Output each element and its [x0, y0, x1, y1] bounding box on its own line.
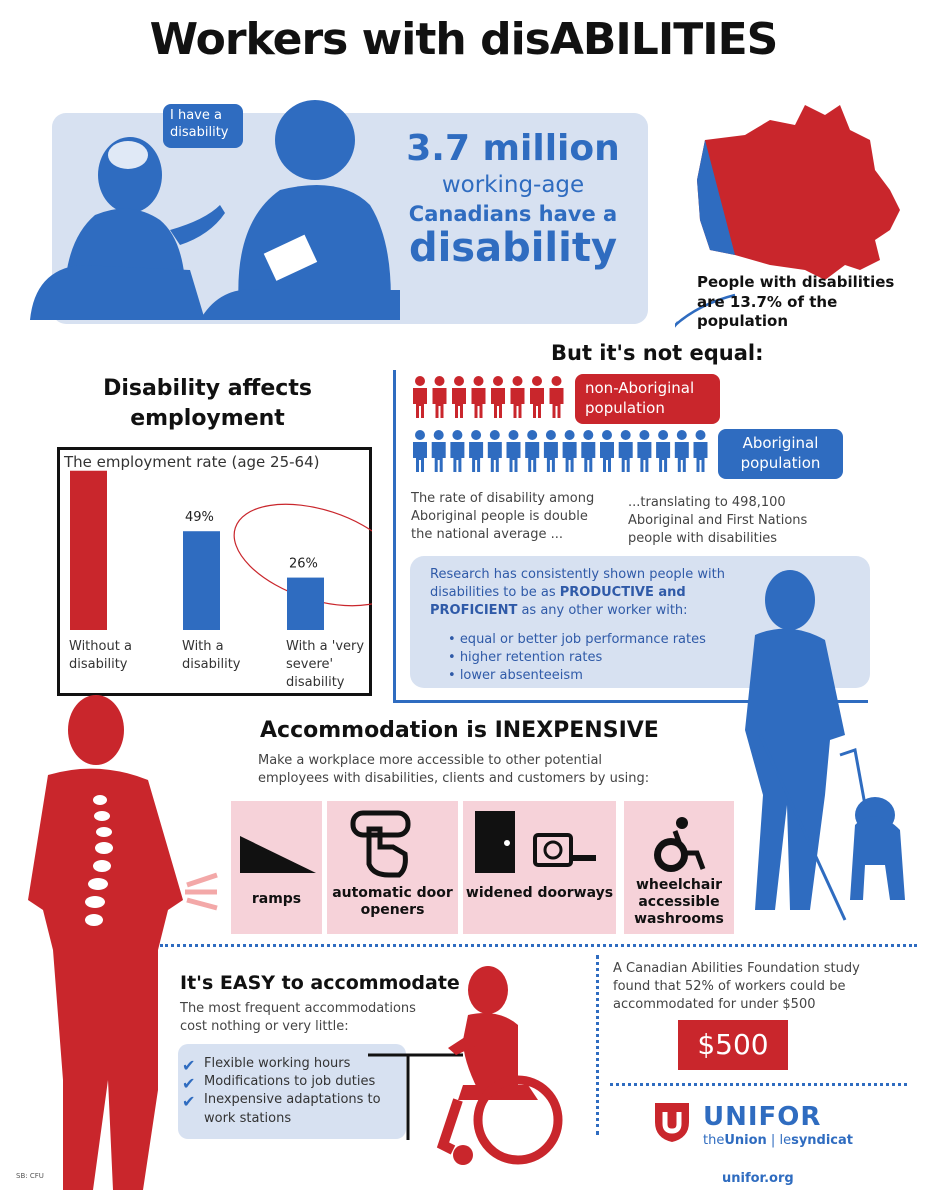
push-button-icon: [347, 809, 417, 879]
easy-list: [182, 1055, 392, 1128]
person-icon: [619, 430, 633, 472]
unifor-name: UNIFOR: [703, 1102, 822, 1132]
list-item-label: Modifications to job duties: [204, 1074, 376, 1090]
canada-note: People with disabilities are 13.7% of the population: [697, 273, 895, 330]
person-icon: [413, 430, 427, 472]
person-icon: [433, 376, 447, 418]
unifor-tagline: [703, 1133, 853, 1148]
list-item-label: Inexpensive adaptations to work stations: [204, 1092, 381, 1126]
person-icon: [694, 430, 708, 472]
person-icon: [450, 430, 464, 472]
list-item: • higher retention rates: [448, 649, 706, 667]
hero-stat-line: working-age: [441, 171, 585, 198]
section-subtitle: The most frequent accommodations cost nothing or very little:: [180, 1001, 416, 1035]
bar: [183, 531, 220, 630]
research-rest: as any other worker with:: [521, 603, 688, 619]
card-label: automatic door openers: [332, 885, 453, 918]
section-title: It's EASY to accommodate: [180, 972, 460, 994]
list-item-label: Flexible working hours: [204, 1056, 351, 1071]
person-icon: [675, 430, 689, 472]
divider: [160, 944, 917, 947]
person-with-brain-icon: [30, 137, 225, 320]
person-icon: [637, 430, 651, 472]
bar: [287, 578, 324, 630]
person-icon: [525, 430, 539, 472]
pain-lines-icon: [182, 870, 222, 915]
card-label: ramps: [251, 891, 302, 907]
chart-title: The employment rate (age 25-64): [64, 453, 320, 471]
tagline-part: Union: [724, 1133, 767, 1148]
non-aboriginal-label: non-Aboriginal population: [575, 374, 720, 424]
tagline-part: the: [703, 1133, 725, 1148]
person-icon: [544, 430, 558, 472]
research-list: [448, 631, 706, 686]
hero-stat-number: 3.7 million: [406, 128, 620, 169]
washrooms-card: [624, 801, 734, 934]
list-item: • equal or better job performance rates: [448, 631, 706, 649]
person-icon: [507, 430, 521, 472]
person-icon: [511, 376, 525, 418]
person-icon: [581, 430, 595, 472]
credit-text: SB: CFU: [16, 1172, 44, 1180]
check-icon: ✔: [182, 1056, 196, 1075]
tagline-part: le: [779, 1133, 792, 1148]
section-title: But it's not equal:: [551, 341, 764, 365]
check-icon: ✔: [182, 1092, 196, 1112]
divider: [610, 1083, 907, 1086]
woman-in-wheelchair-icon: [368, 960, 583, 1175]
research-intro: [430, 566, 730, 621]
hero-stat: [388, 128, 638, 272]
non-aboriginal-people-icons: [412, 376, 572, 421]
aboriginal-people-icons: [412, 430, 712, 475]
person-icon: [563, 430, 577, 472]
check-icon: ✔: [182, 1074, 196, 1094]
ramp-icon: [238, 831, 318, 876]
aboriginal-label: Aboriginal population: [718, 429, 843, 479]
ramps-card: [231, 801, 322, 934]
category-label: With a 'very severe' disability: [286, 639, 365, 690]
person-icon: [488, 430, 502, 472]
section-title: Accommodation is INEXPENSIVE: [260, 718, 659, 743]
tagline-separator: |: [766, 1133, 780, 1148]
person-icon: [452, 376, 466, 418]
person-icon: [491, 376, 505, 418]
unifor-logo-icon: [652, 1100, 692, 1144]
list-item: [182, 1091, 392, 1127]
divider: [393, 370, 396, 700]
bar-value-label: 26%: [289, 556, 318, 572]
tagline-part: syndicat: [791, 1133, 853, 1148]
person-icon: [469, 430, 483, 472]
woman-with-guide-dog-icon: [725, 565, 915, 930]
research-emphasis: PRODUCTIVE and PROFICIENT: [430, 585, 686, 619]
card-label: wheelchair accessible washrooms: [634, 877, 724, 927]
door-and-tape-measure-icon: [475, 809, 600, 879]
list-item: [182, 1073, 392, 1094]
hero-stat-word: disability: [408, 225, 618, 272]
rate-note: The rate of disability among Aboriginal people is double the national average ...: [411, 491, 595, 543]
foundation-note: A Canadian Abilities Foundation study found that 52% of workers could be accommodated for under $500: [613, 961, 860, 1013]
bar-value-label: 49%: [185, 510, 214, 526]
person-icon: [550, 376, 564, 418]
wheelchair-icon: [649, 817, 709, 877]
translate-note: ...translating to 498,100 Aboriginal and First Nations people with disabilities: [628, 495, 808, 547]
card-label: widened doorways: [465, 885, 614, 901]
person-icon: [432, 430, 446, 472]
divider: [596, 955, 599, 1135]
unifor-link[interactable]: unifor.org: [722, 1171, 794, 1186]
list-item: [182, 1055, 392, 1073]
section-subtitle: Make a workplace more accessible to other potential employees with disabilities, clients and customers by using:: [258, 753, 650, 787]
person-icon: [530, 376, 544, 418]
employment-bar-chart: [57, 470, 372, 695]
hero-stat-line: Canadians have a: [408, 202, 618, 227]
person-icon: [600, 430, 614, 472]
person-icon: [472, 376, 486, 418]
doorways-card: [463, 801, 616, 934]
category-label: With a disability: [182, 639, 241, 672]
page-title: Workers with disABILITIES: [149, 14, 778, 65]
category-label: Without a disability: [69, 639, 132, 672]
section-title: Disability affects employment: [103, 376, 312, 431]
person-icon: [656, 430, 670, 472]
research-intro-text: Research has consistently shown people with disabilities to be as: [430, 567, 725, 601]
list-item: • lower absenteeism: [448, 667, 706, 685]
price-badge: $500: [678, 1020, 788, 1070]
person-icon: [413, 376, 427, 418]
door-openers-card: [327, 801, 458, 934]
speech-bubble: I have a disability: [163, 104, 243, 148]
bar: [70, 471, 107, 630]
